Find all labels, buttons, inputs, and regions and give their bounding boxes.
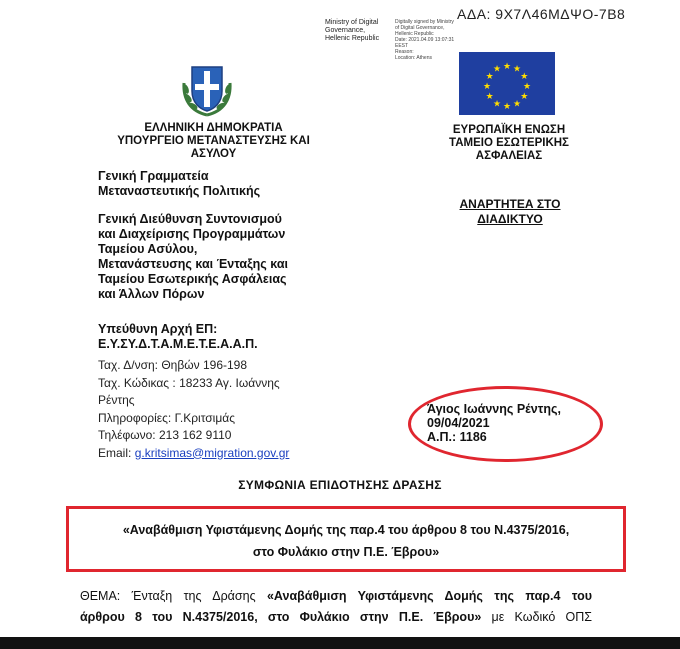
gov-line: ΥΠΟΥΡΓΕΙΟ ΜΕΤΑΝΑΣΤΕΥΣΗΣ ΚΑΙ — [117, 135, 310, 147]
agreement-title: ΣΥΜΦΩΝΙΑ ΕΠΙΔΟΤΗΣΗΣ ΔΡΑΣΗΣ — [238, 478, 442, 492]
directorate-line: Ταμείου Ασύλου, — [98, 242, 198, 256]
signature-detail-line: Reason: — [395, 49, 414, 55]
secretariat-line: Μεταναστευτικής Πολιτικής — [98, 184, 261, 198]
eu-line: ΤΑΜΕΙΟ ΕΣΩΤΕΡΙΚΗΣ — [449, 137, 569, 149]
info-line: Πληροφορίες: Γ.Κριτσιμάς — [98, 410, 235, 425]
authority-line: Ε.Υ.ΣΥ.Δ.Τ.Α.Μ.Ε.Τ.Ε.Α.Α.Π. — [98, 337, 258, 351]
signature-detail-line: EEST — [395, 43, 409, 49]
subject-bold-part: «Αναβάθμιση Υφιστάμενης Δομής της παρ.4 του — [266, 589, 592, 603]
signer-line: Ministry of Digital — [325, 19, 379, 26]
subject-paragraph — [80, 586, 592, 628]
svg-text:★: ★ — [512, 99, 522, 110]
contact-details — [98, 357, 328, 462]
phone-line: Τηλέφωνο: 213 162 9110 — [98, 428, 232, 442]
government-header — [95, 122, 332, 161]
signature-detail-line: Location: Athens — [395, 55, 432, 61]
svg-text:★: ★ — [512, 64, 522, 75]
eu-flag — [459, 52, 555, 115]
eu-fund-header — [418, 124, 600, 163]
email-link[interactable]: g.kritsimas@migration.gov.gr — [134, 445, 290, 460]
signature-detail-line: Date: 2021.04.09 13:07:31 — [395, 37, 455, 43]
responsible-authority — [98, 322, 258, 352]
svg-text:★: ★ — [522, 82, 532, 92]
action-title-line: στο Φυλάκιο στην Π.Ε. Έβρου» — [252, 545, 440, 559]
directorate-line: και Διαχείρισης Προγραμμάτων — [98, 227, 286, 241]
svg-text:★: ★ — [520, 92, 529, 102]
action-title-line: «Αναβάθμιση Υφιστάμενης Δομής της παρ.4 του άρθρου 8 του Ν.4375/2016, — [122, 523, 570, 537]
email-label: Email: — [98, 445, 135, 460]
eu-stars-icon — [459, 52, 555, 115]
directorate-block — [98, 212, 338, 302]
directorate-line: Μετανάστευσης και Ένταξης και — [98, 257, 288, 271]
date-line: 09/04/2021 — [427, 416, 490, 430]
svg-text:★: ★ — [482, 82, 492, 92]
signature-detail-line: Digitally signed by Ministry — [395, 19, 454, 25]
authority-line: Υπεύθυνη Αρχή ΕΠ: — [98, 322, 218, 336]
publish-line: ΑΝΑΡΤΗΤΕΑ ΣΤΟ — [459, 197, 561, 211]
signature-signer — [325, 19, 397, 43]
greek-coat-of-arms-icon — [178, 63, 236, 119]
email-line — [98, 445, 328, 463]
eu-line: ΕΥΡΩΠΑΪΚΗ ΕΝΩΣΗ — [452, 124, 566, 136]
secretariat-line: Γενική Γραμματεία — [98, 169, 209, 183]
directorate-line: Γενική Διεύθυνση Συντονισμού — [98, 212, 282, 226]
protocol-number: Α.Π.: 1186 — [427, 430, 487, 444]
subject-suffix: με Κωδικό ΟΠΣ — [481, 610, 593, 624]
bottom-bar — [0, 637, 680, 649]
publish-online-note — [440, 197, 580, 227]
svg-text:★: ★ — [492, 64, 502, 75]
ada-code: ΑΔΑ: 9Χ7Λ46ΜΔΨΟ-7Β8 — [457, 6, 626, 22]
signature-details — [395, 19, 465, 61]
svg-text:★: ★ — [520, 72, 529, 82]
place-date-block — [427, 402, 561, 444]
signer-line: Governance, — [325, 27, 366, 34]
publish-line: ΔΙΑΔΙΚΤΥΟ — [477, 212, 543, 226]
secretariat-block — [98, 169, 338, 199]
signer-line: Hellenic Republic — [325, 35, 380, 42]
subject-bold-part: άρθρου 8 του Ν.4375/2016, στο Φυλάκιο στην Π.Ε. Έβρου» — [80, 610, 482, 624]
directorate-line: και Άλλων Πόρων — [98, 287, 205, 301]
svg-text:★: ★ — [492, 99, 502, 110]
svg-text:★: ★ — [502, 62, 512, 72]
eu-line: ΑΣΦΑΛΕΙΑΣ — [475, 150, 543, 162]
gov-line: ΕΛΛΗΝΙΚΗ ΔΗΜΟΚΡΑΤΙΑ — [144, 122, 283, 134]
place-line: Άγιος Ιωάννης Ρέντης, — [427, 402, 561, 416]
svg-text:★: ★ — [502, 102, 512, 112]
gov-line: ΑΣΥΛΟΥ — [190, 148, 237, 160]
signature-detail-line: of Digital Governance, — [395, 25, 445, 31]
subject-prefix: ΘΕΜΑ: Ένταξη της Δράσης — [80, 589, 267, 603]
address-line: Ταχ. Δ/νση: Θηβών 196-198 — [98, 358, 248, 372]
svg-text:★: ★ — [485, 92, 494, 102]
postal-line: Ρέντης — [98, 393, 135, 407]
svg-text:★: ★ — [485, 72, 494, 82]
postal-line: Ταχ. Κώδικας : 18233 Αγ. Ιωάννης — [98, 375, 280, 390]
action-title-box — [66, 506, 626, 572]
signature-detail-line: Hellenic Republic — [395, 31, 434, 37]
directorate-line: Ταμείου Εσωτερικής Ασφάλειας — [98, 272, 287, 286]
